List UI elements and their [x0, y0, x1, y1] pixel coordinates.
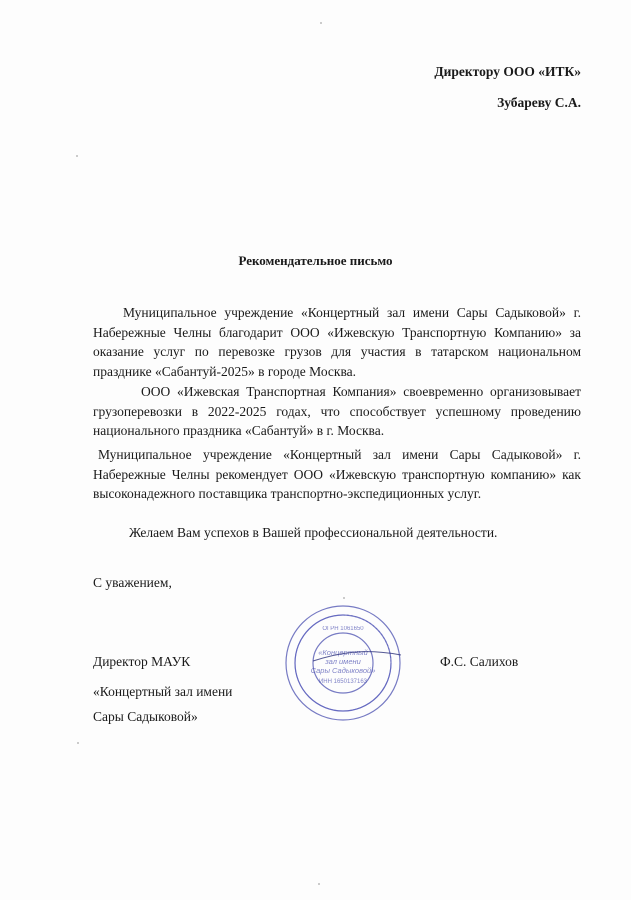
closing-regards: С уважением, [93, 575, 172, 590]
stamp-center-line-2: зал имени [325, 657, 361, 666]
official-stamp [283, 603, 403, 723]
stamp-inn: ИНН 1650137163 [318, 679, 368, 685]
paragraph-2: ООО «Ижевская Транспортная Компания» своевременно организовывает грузоперевозки в 2022-2025 годах, что способствует успешному проведению национального праздника «Сабантуй» в г. Москва. [93, 384, 581, 438]
signer-position-line-3: Сары Садыковой» [93, 709, 198, 724]
scan-speck [318, 883, 320, 885]
signer-position-line-1: Директор МАУК [93, 654, 191, 669]
stamp-ogrn: ОГРН 1061650 [322, 626, 364, 632]
scan-speck [320, 22, 322, 24]
scan-speck [77, 742, 79, 744]
scan-speck [76, 155, 78, 157]
addressee-line-1: Директору ООО «ИТК» [434, 64, 581, 79]
paragraph-1: Муниципальное учреждение «Концертный зал имени Сары Садыковой» г. Набережные Челны благодарит ООО «Ижевскую Транспортную Компанию» за оказание услуг по перевозке грузов для участия в татарском национальном празднике «Сабантуй-2025» в городе Москва. [93, 305, 581, 379]
stamp-center-line-3: Сары Садыковой» [310, 666, 376, 675]
addressee-line-2: Зубареву С.А. [497, 95, 581, 110]
paragraph-4: Желаем Вам успехов в Вашей профессиональной деятельности. [129, 525, 498, 540]
stamp-center-line-1: «Концертный [318, 648, 368, 657]
paragraph-3: Муниципальное учреждение «Концертный зал имени Сары Садыковой» г. Набережные Челны рекомендует ООО «Ижевскую транспортную компанию» как высоконадежного поставщика транспортно-экспедиционных услуг. [93, 447, 581, 501]
letter-title: Рекомендательное письмо [238, 253, 393, 268]
signer-position-line-2: «Концертный зал имени [93, 684, 233, 699]
scan-speck [343, 597, 345, 599]
signer-name: Ф.С. Салихов [440, 654, 519, 669]
